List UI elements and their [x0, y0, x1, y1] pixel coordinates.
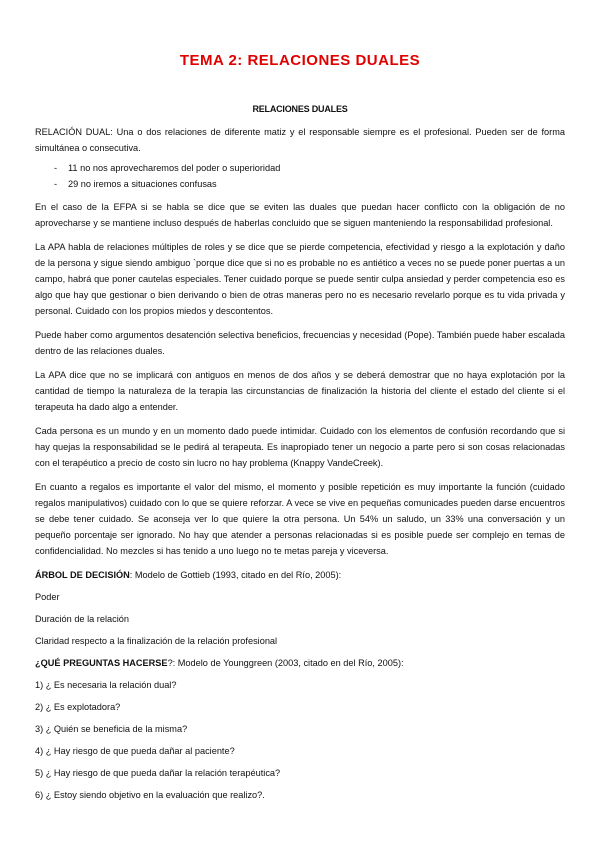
questions-heading: ¿QUÉ PREGUNTAS HACERSE?: Modelo de Younggreen (2003, citado en del Río, 2005): [35, 658, 404, 668]
decision-tree-item: Claridad respecto a la finalización de la relación profesional [35, 636, 278, 646]
decision-tree-item: Duración de la relación [35, 614, 129, 624]
document-body [35, 124, 565, 809]
paragraph: Puede haber como argumentos desatención selectiva beneficios, frecuencias y necesidad (Pope). También puede haber escalada dentro de las relaciones duales. [35, 330, 565, 356]
question-item: 6) ¿ Estoy siendo objetivo en la evaluación que realizo?. [35, 790, 265, 800]
paragraph: La APA habla de relaciones múltiples de roles y se dice que se pierde competencia, efectividad y riesgo a la explotación y daño de la persona y sigue siendo ambiguo `porque dice que si no es probable no es antiético a veces no se puede poner puertas a un campo, habrá que poner cautelas especiales. Tener cuidado porque se puede sentir culpa ansiedad y perder competencia eso es algo que hay que gestionar o bien derivando o bien de otras maneras pero no es necesario revelarlo porque es tu vida privada y personal. Cuidado con los propios miedos y descontentos. [35, 242, 565, 316]
paragraph: En el caso de la EFPA si se habla se dice que se eviten las duales que puedan hacer conflicto con la obligación de no aprovecharse y se mantiene incluso después de haberlas concluido que se siguen manteniendo la responsabilidad profesional. [35, 202, 565, 228]
intro-paragraph: RELACIÓN DUAL: Una o dos relaciones de diferente matiz y el responsable siempre es el profesional. Pueden ser de forma simultánea o consecutiva. [35, 127, 565, 153]
decision-tree-label: ÁRBOL DE DECISIÓN [35, 570, 130, 580]
question-item: 5) ¿ Hay riesgo de que pueda dañar la relación terapéutica? [35, 768, 281, 778]
paragraph: Cada persona es un mundo y en un momento dado puede intimidar. Cuidado con los elementos de confusión recordando que si hay quejas la responsabilidad se le pedirá al terapeuta. Es inapropiado tener un negocio a parte pero si son cosas relacionadas con el terapéutico a precio de costo sin lucro no hay problema (Knappy VandeCreek). [35, 426, 565, 468]
question-item: 3) ¿ Quién se beneficia de la misma? [35, 724, 188, 734]
list-item: - 29 no iremos a situaciones confusas [54, 179, 217, 189]
list-item: - 11 no nos aprovecharemos del poder o superioridad [54, 163, 281, 173]
decision-tree-item: Poder [35, 592, 60, 602]
question-item: 2) ¿ Es explotadora? [35, 702, 121, 712]
paragraph: En cuanto a regalos es importante el valor del mismo, el momento y posible repetición es muy importante la función (cuidado regalos manipulativos) cuidado con lo que se quiere reforzar. A vece se vive en pequeñas comunicades pueden darse encuentros se debe tener cuidado. Se aconseja ver lo que quiere la otra persona. Un 54% un saludo, un 33% una conversación y un pequeño porcentaje ser ignorado. No hay que atender a personas relacionadas si es posible puede ser complejo en temas de confidencialidad. No mezcles si has tenido a uno luego no te metas pareja y viceversa. [35, 482, 565, 556]
decision-tree-heading: ÁRBOL DE DECISIÓN: Modelo de Gottieb (1993, citado en del Río, 2005): [35, 570, 342, 580]
questions-label: ¿QUÉ PREGUNTAS HACERSE [35, 658, 168, 668]
rules-list [35, 160, 565, 192]
section-subtitle: RELACIONES DUALES [252, 104, 348, 114]
paragraph: La APA dice que no se implicará con antiguos en menos de dos años y se deberá demostrar que no haya explotación por la cantidad de tiempo la naturaleza de la terapia las circunstancias de finalización la historia del cliente el estado del cliente si el terapeuta ha dado algo a entender. [35, 370, 565, 412]
question-item: 1) ¿ Es necesaria la relación dual? [35, 680, 177, 690]
document-title: TEMA 2: RELACIONES DUALES [179, 52, 421, 69]
question-item: 4) ¿ Hay riesgo de que pueda dañar al paciente? [35, 746, 235, 756]
